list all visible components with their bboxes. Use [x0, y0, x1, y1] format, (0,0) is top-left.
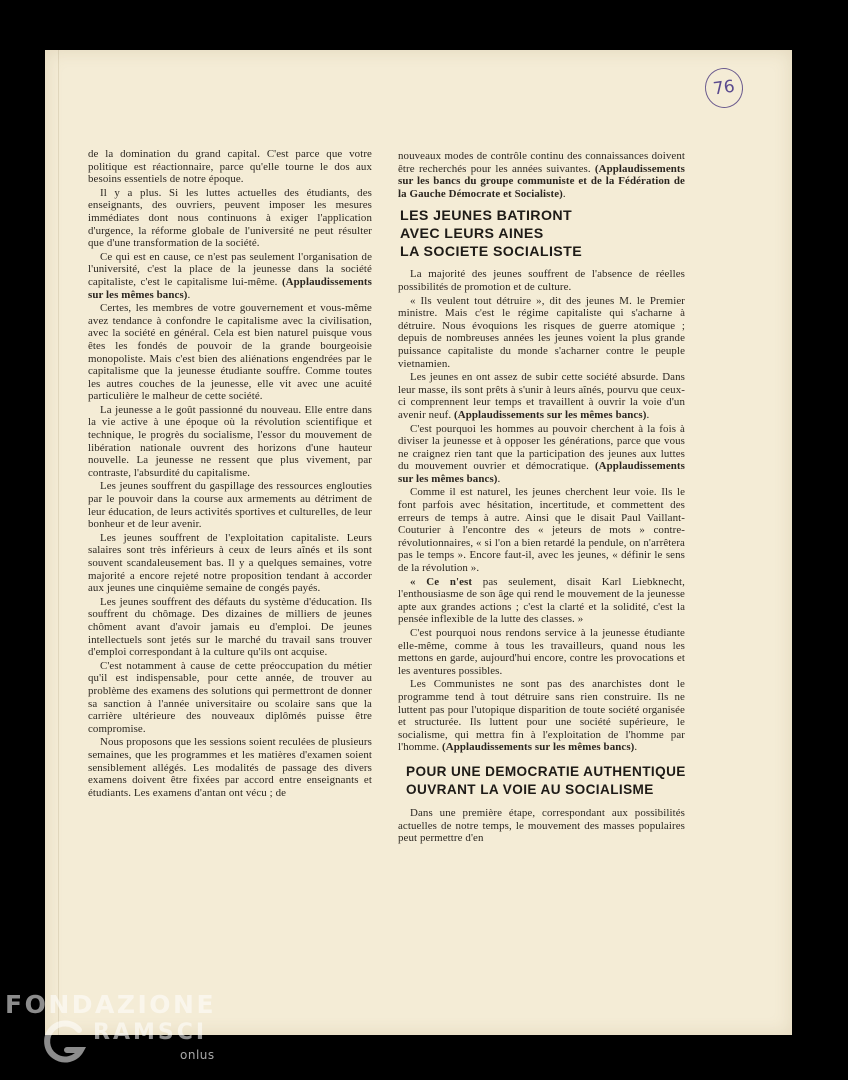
- paragraph: Nous proposons que les sessions soient reculées de plusieurs semaines, que les programmes et les matières d'examen soient sensiblement allégés. Les modalités de passage des divers examens doivent être fixées par accord entre enseignants et étudiants. Les examens d'antan ont vécu ; de: [88, 736, 372, 799]
- paragraph: Les Communistes ne sont pas des anarchistes dont le programme tend à tout détruire sans rien construire. Ils ne luttent pas pour l'utopique disparition de toute société organisée et structurée. Ils luttent pour une société supérieure, le socialisme, qui mettra fin à l'exploitation de l'homme par l'homme. (Applaudissements sur les mêmes bancs).: [398, 678, 685, 754]
- applause-note: (Applaudissements sur les bancs du groupe communiste et de la Fédération de la Gauche Démocrate et Socialiste): [398, 162, 685, 200]
- paragraph: La majorité des jeunes souffrent de l'absence de réelles possibilités de promotion et de culture.: [398, 268, 685, 293]
- paragraph: Certes, les membres de votre gouvernement et vous-même avez tendance à confondre le capitalisme avec la civilisation, avec la société en général. Cela est bien naturel puisque vous êtes les fondés de pouvoir de la grande bourgeoisie monopoliste. Mais c'est bien des aliénations engendrées par le capitalisme que la jeunesse étudiante souffre. Comme toutes les autres couches de la jeunesse, elle vit avec une acuité particulière le malheur de cette société.: [88, 302, 372, 403]
- paragraph: C'est notamment à cause de cette préoccupation du métier qu'il est indispensable, pour cette année, de trouver au problème des examens des solutions qui permettront de donner sa sanction à l'année universitaire ou scolaire sans que la carrière ultérieure des nouveaux diplômés puisse être compromise.: [88, 659, 372, 735]
- paragraph: Les jeunes souffrent de l'exploitation capitaliste. Leurs salaires sont très inférieurs à ceux de leurs aînés et ils sont souvent scandaleusement bas. Il y a quelques semaines, votre majorité a encore rejeté notre proposition tendant à accorder aux jeunes une cinquième semaine de congés payés.: [88, 531, 372, 595]
- watermark-onlus: onlus: [180, 1048, 215, 1062]
- quote-emphasis: « Ce n'est: [410, 575, 473, 588]
- quote-paragraph: « Ce n'est pas seulement, disait Karl Liebknecht, l'enthousiasme de son âge qui rend le mouvement de la jeunesse apte aux grandes actions ; c'est la clarté et la solidité, c'est la pensée inflexible de la lutte des classes. »: [398, 575, 686, 626]
- paragraph: Il y a plus. Si les luttes actuelles des étudiants, des enseignants, des ouvriers, peuvent imposer les mesures immédiates dont nous continuons à exiger l'application d'urgence, la réforme globale de l'université ne peut résulter que d'une transformation de la société.: [88, 186, 372, 250]
- paragraph: Dans une première étape, correspondant aux possibilités actuelles de notre temps, le mouvement des masses populaires peut permettre d'en: [398, 806, 685, 845]
- paragraph: Ce qui est en cause, ce n'est pas seulement l'organisation de l'université, c'est la place de la jeunesse dans la société capitaliste, c'est le capitalisme lui-même. (Applaudissements sur les mêmes bancs).: [88, 250, 372, 301]
- section-heading-democratie: POUR UNE DEMOCRATIE AUTHENTIQUE OUVRANT LA VOIE AU SOCIALISME: [406, 763, 686, 797]
- paragraph: C'est pourquoi nous rendons service à la jeunesse étudiante elle-même, comme à tous les travailleurs, quand nous les mettons en garde, aujourd'hui encore, contre les provocations et les aventures possibles.: [398, 627, 685, 677]
- paragraph: « Ils veulent tout détruire », dit des jeunes M. le Premier ministre. Mais c'est le régime capitaliste qui s'acharne à détruire. Nous évoquions les risques de guerre atomique ; depuis de nombreuses années les jeunes voient la plus grande puissance capitaliste du monde s'acharner contre le peuple vietnamien.: [398, 294, 685, 370]
- fondazione-gramsci-watermark: [5, 990, 217, 1062]
- paragraph: La jeunesse a le goût passionné du nouveau. Elle entre dans la vie active à une époque où la révolution scientifique et technique, le progrès du socialisme, l'essor du mouvement de libération nationale ouvrent des horizons d'une hauteur nouvelle. La jeunesse ne ressent que plus vivement, par contraste, l'absurdité du capitalisme.: [88, 403, 372, 479]
- applause-note: (Applaudissements sur les mêmes bancs): [442, 741, 635, 754]
- paragraph: Les jeunes souffrent des défauts du système d'éducation. Ils souffrent du chômage. Des dizaines de milliers de jeunes chôment avant d'avoir jamais eu d'emploi. De jeunes intellectuels sont jetés sur le marché du travail sans trouver d'emploi correspondant à la culture qu'ils ont acquise.: [88, 595, 372, 659]
- applause-note: (Applaudissements sur les mêmes bancs): [88, 275, 372, 301]
- paragraph: Les jeunes souffrent du gaspillage des ressources englouties par le pouvoir dans la course aux armements au détriment de leur éducation, de leurs activités sportives et culturelles, de leur bonheur et de leur avenir.: [88, 480, 372, 531]
- handwritten-page-number: 76: [702, 66, 745, 111]
- applause-note: (Applaudissements sur les mêmes bancs): [454, 408, 647, 421]
- watermark-title: FONDAZIONE: [5, 990, 217, 1019]
- watermark-subtitle: RAMSCI: [93, 1020, 208, 1045]
- gramsci-g-logo-icon: [39, 1016, 91, 1068]
- paragraph: Les jeunes en ont assez de subir cette société absurde. Dans leur masse, ils sont prêts à s'unir à leurs aînés, pourvu que ceux-ci comprennent leur temps et travaillent à ouvrir la voie d'un avenir neuf. (Applaudissements sur les mêmes bancs).: [398, 371, 685, 421]
- applause-note: (Applaudissements sur les mêmes bancs): [398, 460, 685, 485]
- section-heading-jeunes: LES JEUNES BATIRONT AVEC LEURS AINES LA SOCIETE SOCIALISTE: [400, 208, 583, 261]
- left-text-column: [88, 148, 372, 800]
- right-text-column: [398, 150, 685, 846]
- paragraph: C'est pourquoi les hommes au pouvoir cherchent à la fois à diviser la jeunesse et à opposer les générations, parce que vous ne craignez rien tant que la participation des jeunes aux luttes du mouvement ouvrier et démocratique. (Applaudissements sur les mêmes bancs).: [398, 422, 685, 485]
- paragraph: nouveaux modes de contrôle continu des connaissances doivent être recherchés pour les années suivantes. (Applaudissements sur les bancs du groupe communiste et de la Fédération de la Gauche Démocrate et Socialiste).: [398, 150, 685, 200]
- paragraph: de la domination du grand capital. C'est parce que votre politique est réactionnaire, parce qu'elle tourne le dos aux besoins essentiels de notre époque.: [88, 148, 372, 186]
- paragraph: Comme il est naturel, les jeunes cherchent leur voie. Ils le font parfois avec hésitation, incertitude, et commettent des erreurs de temps à autre. Ainsi que le disait Paul Vaillant-Couturier à l'encontre des « jeteurs de mots » contre-révolutionnaires, « si l'on a bien retardé la pendule, on n'arrêtera pas le temps ». Encore faut-il, avec les jeunes, « définir le sens de la révolution ».: [398, 486, 685, 575]
